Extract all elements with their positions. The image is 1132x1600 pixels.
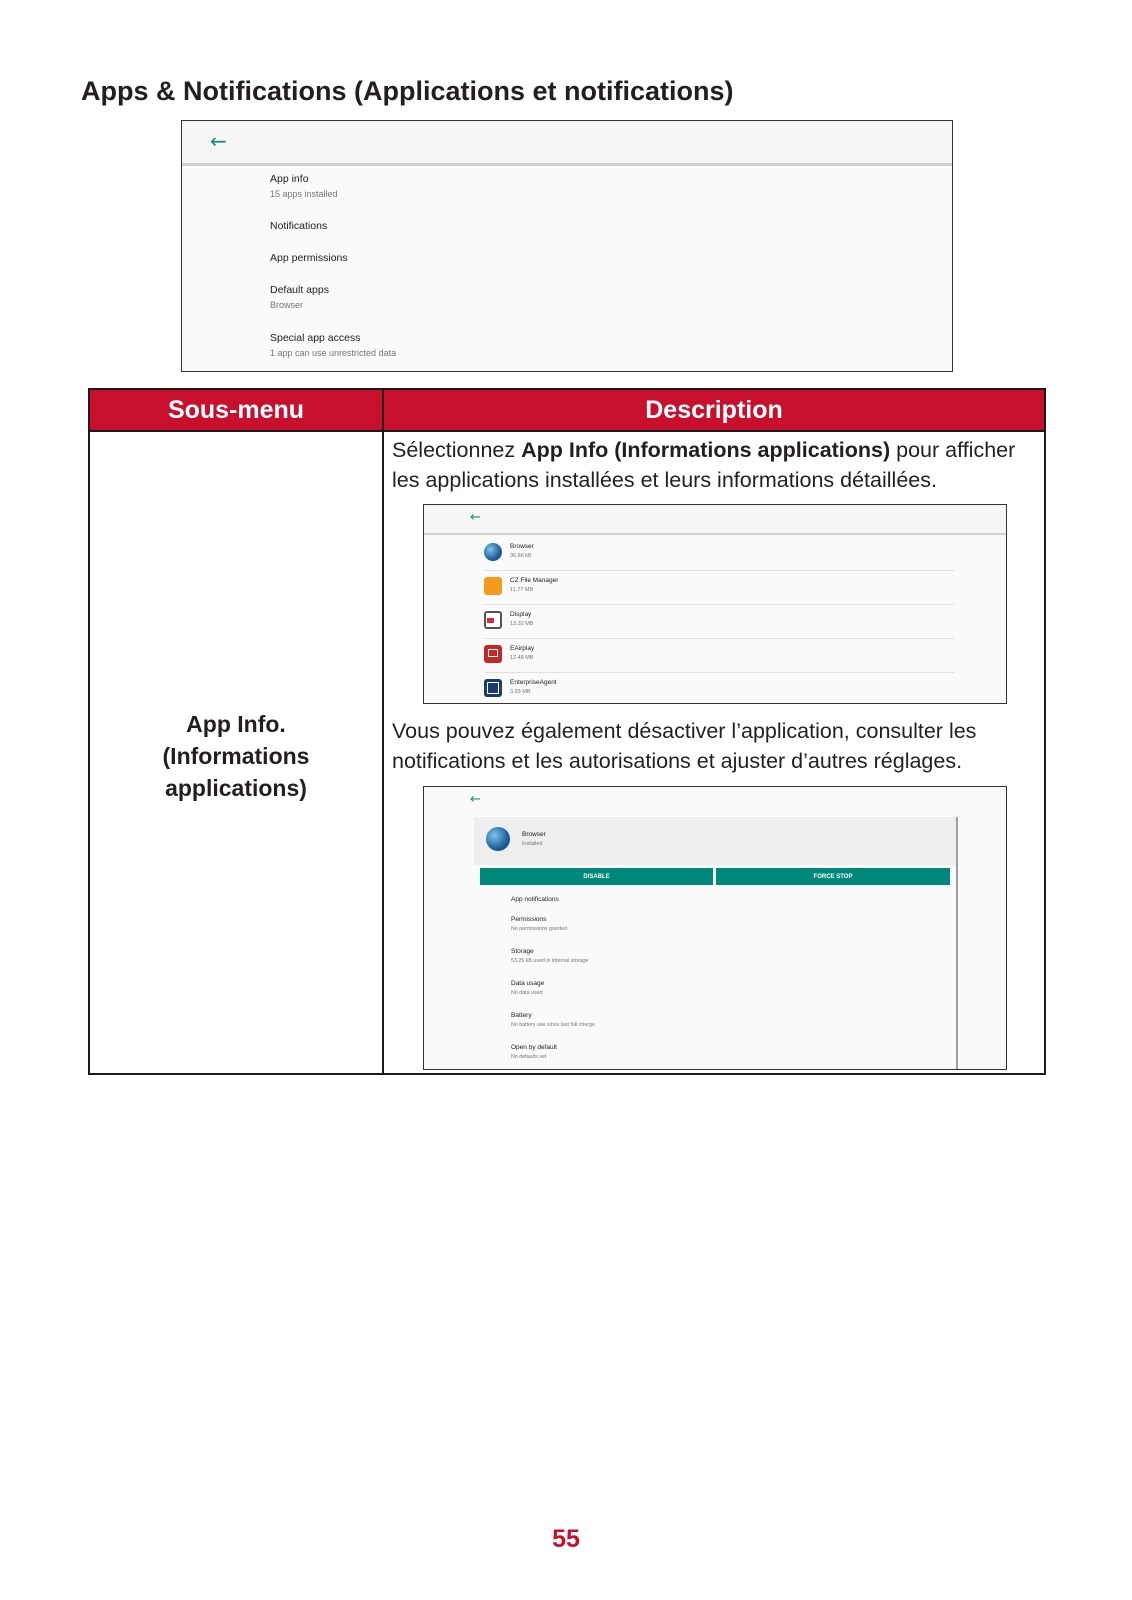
setting-permissions[interactable] [511, 916, 567, 932]
app-header [474, 817, 956, 865]
setting-label: Permissions [511, 916, 547, 923]
app-list-screenshot [423, 504, 1007, 704]
menu-item-app-info[interactable] [270, 173, 338, 199]
setting-label: Open by default [511, 1044, 557, 1051]
setting-summary: No permissions granted [511, 926, 567, 932]
table-header-description: Description [384, 390, 1044, 430]
menu-item-default-apps[interactable] [270, 284, 329, 310]
description-emphasis: App Info (Informations applications) [521, 438, 891, 462]
menu-item-notifications[interactable] [270, 220, 327, 232]
enterprise-agent-icon [484, 679, 502, 697]
setting-summary: No battery use since last full charge [511, 1022, 595, 1028]
apps-notifications-screenshot [181, 120, 953, 372]
arrow-back-icon[interactable]: ← [210, 129, 227, 153]
submenu-name-line: (Informations [162, 743, 310, 769]
app-list-item[interactable] [484, 605, 954, 639]
setting-battery[interactable] [511, 1012, 595, 1028]
app-name: Browser [510, 543, 534, 550]
folder-icon [484, 577, 502, 595]
menu-item-summary: Browser [270, 300, 304, 310]
submenu-table [88, 388, 1046, 1075]
description-text-2: Vous pouvez également désactiver l’application, consulter les notifications et les autorisations et ajuster d’autres réglages. [392, 719, 977, 773]
app-name: EnterpriseAgent [510, 679, 557, 686]
setting-summary: No defaults set [511, 1054, 547, 1060]
setting-summary: No data used [511, 990, 543, 996]
menu-item-label: Notifications [270, 220, 328, 232]
submenu-name-line: applications) [165, 775, 307, 801]
header-divider [90, 430, 1044, 432]
airplay-icon [484, 645, 502, 663]
setting-label: Storage [511, 948, 534, 955]
submenu-name-line: App Info. [186, 711, 286, 737]
app-size: 3.93 MB [510, 689, 531, 695]
menu-item-special-app-access[interactable] [270, 332, 396, 358]
app-list-item[interactable] [484, 571, 954, 605]
page-heading: Apps & Notifications (Applications et notifications) [81, 76, 734, 106]
force-stop-button[interactable]: FORCE STOP [716, 868, 950, 885]
description-text: pour afficher les applications installées et leurs informations détaillées. [392, 438, 1016, 492]
menu-item-summary: 15 apps installed [270, 189, 338, 199]
menu-item-app-permissions[interactable] [270, 252, 348, 264]
app-name: EAirplay [510, 645, 535, 652]
description-text-1 [392, 435, 1040, 495]
app-size: 13.32 MB [510, 621, 534, 627]
app-detail-screenshot [423, 786, 1007, 1070]
app-status: Installed [522, 841, 543, 847]
menu-item-summary: 1 app can use unrestricted data [270, 348, 397, 358]
app-name: Browser [522, 831, 546, 838]
table-header-submenu: Sous-menu [90, 390, 382, 430]
app-list-item[interactable] [484, 639, 954, 673]
submenu-name [90, 708, 382, 804]
column-divider [382, 390, 384, 1073]
arrow-back-icon[interactable]: ← [470, 510, 481, 525]
app-size: 11.77 MB [510, 587, 534, 593]
menu-item-label: App info [270, 173, 309, 185]
app-name: CZ File Manager [510, 577, 559, 584]
display-icon [484, 611, 502, 629]
toolbar [424, 505, 1006, 535]
arrow-back-icon[interactable]: ← [470, 792, 481, 807]
app-list-item[interactable] [484, 673, 954, 704]
app-name: Display [510, 611, 532, 618]
app-list-item[interactable] [484, 537, 954, 571]
setting-summary: 53.25 kB used in internal storage [511, 958, 589, 964]
setting-label: Battery [511, 1012, 532, 1019]
setting-open-by-default[interactable] [511, 1044, 557, 1060]
toolbar [182, 121, 952, 166]
scrollbar[interactable] [956, 817, 958, 1069]
setting-label: App notifications [511, 896, 559, 903]
globe-icon [486, 827, 510, 851]
setting-label: Data usage [511, 980, 545, 987]
menu-item-label: App permissions [270, 252, 348, 264]
app-size: 36.86 kB [510, 553, 532, 559]
description-text: Sélectionnez [392, 438, 522, 462]
setting-storage[interactable] [511, 948, 588, 964]
setting-data-usage[interactable] [511, 980, 544, 996]
page-number: 55 [552, 1525, 580, 1553]
menu-item-label: Default apps [270, 284, 329, 296]
toolbar [424, 787, 1006, 817]
globe-icon [484, 543, 502, 561]
disable-button[interactable]: DISABLE [480, 868, 713, 885]
setting-app-notifications[interactable] [511, 896, 559, 903]
app-size: 12.48 MB [510, 655, 534, 661]
menu-item-label: Special app access [270, 332, 361, 344]
